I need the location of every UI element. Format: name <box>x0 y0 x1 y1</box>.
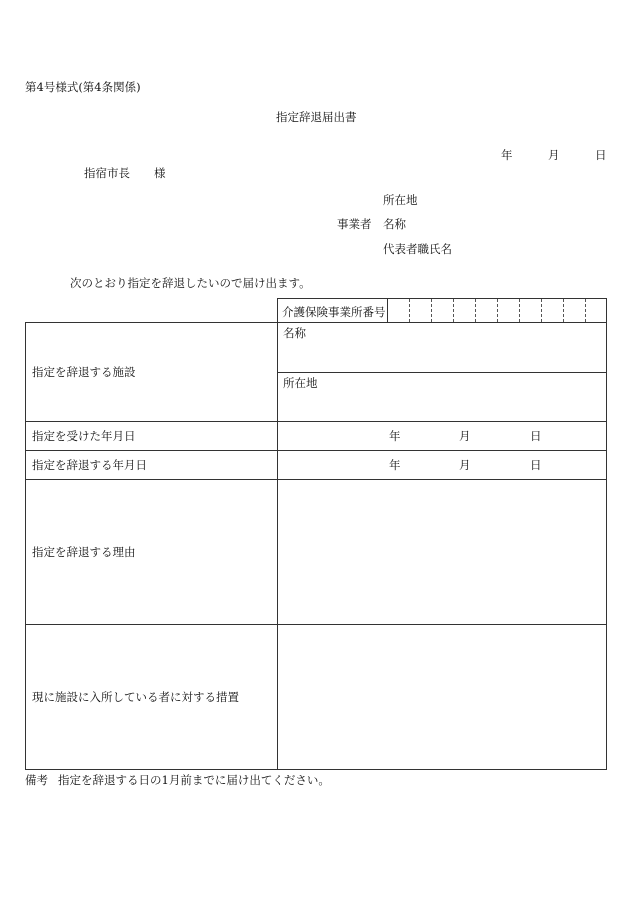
note-label: 備考 <box>25 773 48 787</box>
table-rule <box>25 322 26 770</box>
withdraw-date-day: 日 <box>530 458 542 472</box>
measures-label: 現に施設に入所している者に対する措置 <box>32 690 239 704</box>
measures-field[interactable] <box>279 626 605 768</box>
table-rule <box>25 450 607 451</box>
submission-date-year: 年 <box>501 148 513 162</box>
withdraw-date-year: 年 <box>389 458 401 472</box>
table-rule <box>25 421 607 422</box>
designated-date-year: 年 <box>389 429 401 443</box>
submission-date-day: 日 <box>595 148 607 162</box>
withdraw-date-label: 指定を辞退する年月日 <box>32 458 147 472</box>
form-number: 第4号様式(第4条関係) <box>25 80 141 94</box>
table-rule <box>606 298 607 770</box>
addressee <box>84 166 166 180</box>
operator-representative-label: 代表者職氏名 <box>383 242 452 256</box>
statement-text: 次のとおり指定を辞退したいので届け出ます。 <box>70 276 311 290</box>
reason-label: 指定を辞退する理由 <box>32 545 136 559</box>
table-rule <box>25 322 607 323</box>
operator-name-label: 名称 <box>383 217 406 231</box>
designated-date-day: 日 <box>530 429 542 443</box>
office-number-field[interactable] <box>409 299 607 322</box>
table-rule <box>277 298 278 770</box>
addressee-name: 指宿市長 <box>84 166 130 180</box>
table-rule <box>277 372 607 373</box>
table-rule <box>25 624 607 625</box>
facility-name-label: 名称 <box>283 326 306 340</box>
note <box>25 773 330 787</box>
designated-date-label: 指定を受けた年月日 <box>32 429 136 443</box>
designated-date-month: 月 <box>459 429 471 443</box>
reason-field[interactable] <box>279 481 605 623</box>
facility-label: 指定を辞退する施設 <box>32 365 136 379</box>
document-title: 指定辞退届出書 <box>276 110 357 124</box>
office-number-label: 介護保険事業所番号 <box>282 305 386 319</box>
table-rule <box>25 769 607 770</box>
addressee-honorific: 様 <box>154 166 166 180</box>
note-text: 指定を辞退する日の1月前までに届け出てください。 <box>58 773 330 787</box>
operator-address-label: 所在地 <box>383 193 418 207</box>
withdraw-date-month: 月 <box>459 458 471 472</box>
table-rule <box>387 298 388 322</box>
submission-date-month: 月 <box>548 148 560 162</box>
operator-label: 事業者 <box>337 217 372 231</box>
table-rule <box>25 479 607 480</box>
facility-address-label: 所在地 <box>283 376 318 390</box>
